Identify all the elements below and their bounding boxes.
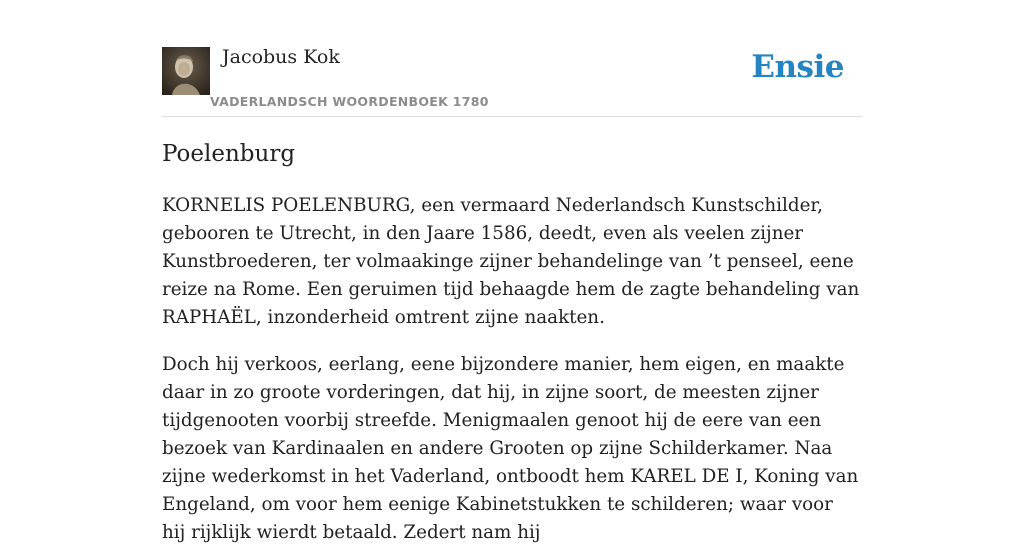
page-container xyxy=(162,0,862,543)
ensie-logo[interactable]: Ensie xyxy=(751,49,844,85)
author-name[interactable]: Jacobus Kok xyxy=(222,46,340,68)
article-paragraph: Doch hij verkoos, eerlang, eene bijzondere manier, hem eigen, en maakte daar in zo groote vorderingen, dat hij, in zijne soort, de meesten zijner tijdgenooten voorbij streefde. Menigmaalen genoot hij de eere van een bezoek van Kardinaalen en andere Grooten op zijne Schilderkamer. Naa zijne wederkomst in het Vaderland, ontboodt hem KAREL DE I, Koning van Engeland, om voor hem eenige Kabinetstukken te schilderen; waar voor hij rijklijk wierdt betaald. Zedert nam hij xyxy=(162,354,859,543)
avatar[interactable] xyxy=(162,47,210,95)
article-title: Poelenburg xyxy=(162,141,296,167)
source-label[interactable]: VADERLANDSCH WOORDENBOEK 1780 xyxy=(210,94,489,109)
header xyxy=(162,0,862,117)
author-portrait-icon xyxy=(162,47,210,95)
article-paragraph: KORNELIS POELENBURG, een vermaard Nederlandsch Kunstschilder, gebooren te Utrecht, in den Jaare 1586, deedt, even als veelen zijner Kunstbroederen, ter volmaakinge zijner behandelinge van ’t penseel, eene reize na Rome. Een geruimen tijd behaagde hem de zagte behandeling van RAPHAËL, inzonderheid omtrent zijne naakten. xyxy=(162,195,860,328)
